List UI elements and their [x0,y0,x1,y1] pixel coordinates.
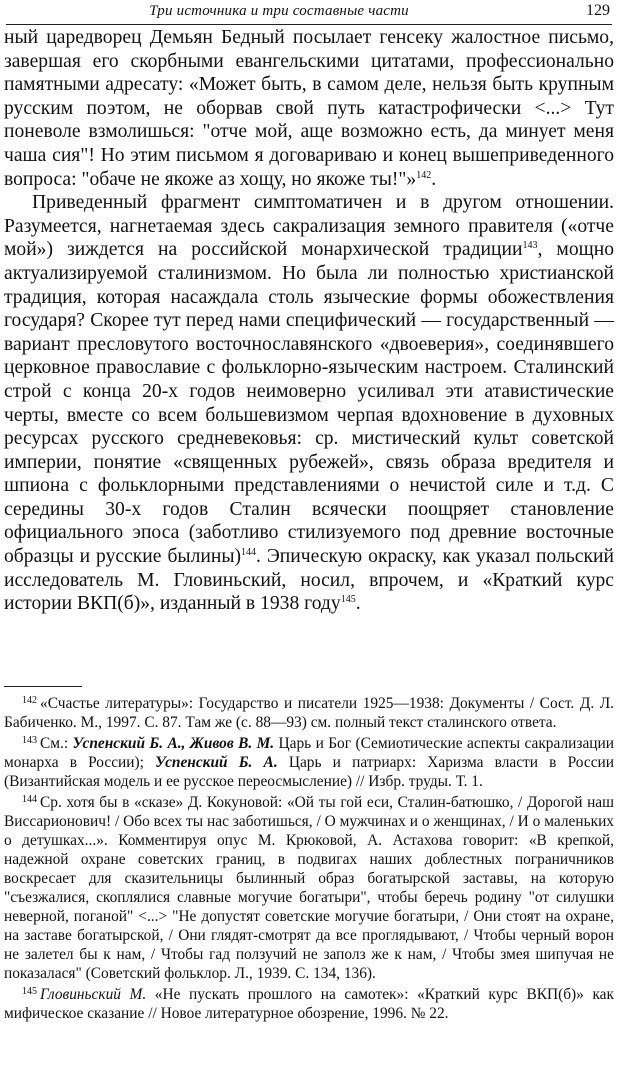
footnote-number: 144 [22,794,37,805]
footnote-number: 143 [22,735,37,746]
page-header [6,0,612,25]
footnote-number: 142 [22,695,37,706]
footnote-ref-143: 143 [522,240,538,252]
paragraph-continued [4,26,614,191]
footnotes [4,694,614,1025]
footnote-author: Успенский Б. А. [155,754,278,771]
footnote-text: «Не пускать прошлого на самотек»: «Краткий курс ВКП(б)» как мифическое сказание // Новое литературное обозрение, 1996. № 22. [4,986,614,1022]
footnote-ref-145: 145 [340,594,356,606]
footnote-143 [4,734,614,791]
paragraph-text: . [355,593,361,615]
running-head: Три источника и три составные части [149,3,409,19]
paragraph-text: Приведенный фрагмент симптоматичен и в другом отношении. Разумеется, нагнетаемая здесь сакрализация земного правителя («отче мой») зиждется на российской монархической традиции [4,192,614,261]
footnote-text: Царь и патриарх: Харизма власти в России (Византийская модель и ее русское переосмысление) // Избр. труды. Т. 1. [4,754,615,790]
footnote-142 [4,694,614,732]
footnote-text: «Счастье литературы»: Государство и писатели 1925—1938: Документы / Сост. Д. Л. Бабиченко. М., 1997. С. 87. Там же (с. 88—93) см. полный текст сталинского ответа. [4,695,614,731]
footnote-separator [4,686,82,687]
main-text [4,26,614,616]
paragraph-text: , мощно актуализируемой сталинизмом. Но была ли полностью христианской традиция, которая насаждала столь языческие формы обожествления государя? Скорее тут перед нами специфический — государственный — вариант пресловутого восточнославянского «двоеверия», соединявшего церковное православие с фольклорно-языческим настроем. Сталинский строй с конца 20-х годов неимоверно усиливал эти атавистические черты, вместе со всем большевизмом черпая вдохновение в духовных ресурсах русского средневековья: ср. мистический культ советской империи, понятие «священных рубежей», связь образа вредителя и шпиона с фольклорными представлениями о нечистой силе и т.д. С середины 30-х годов Сталин всячески поощряет становление официального эпоса (заботливо стилизуемого под древние восточные образцы и русские былины) [4,239,614,568]
paragraph-text: . Эпическую окраску, как указал польский исследователь М. Гловиньский, носил, впрочем, и «Краткий курс истории ВКП(б)», изданный в 1938 году [4,546,614,615]
footnote-ref-144: 144 [241,547,257,559]
footnote-author: Гловиньский М. [40,986,147,1003]
paragraph [4,191,614,616]
footnote-text: Царь и Бог (Семиотические аспекты сакрализации монарха в России); [4,735,615,771]
footnote-144 [4,793,614,983]
footnote-text: См.: [40,735,73,752]
paragraph-text: . [431,168,437,190]
footnote-author: Успенский Б. А., Живов В. М. [72,735,275,752]
footnote-ref-142: 142 [416,169,432,181]
paragraph-text: ный царедворец Демьян Бедный посылает генсеку жалостное письмо, завершая его скорбными евангельскими цитатами, профессионально памятными адресату: «Может быть, в самом деле, нельзя быть крупным русским поэтом, не оборвав свой путь катастрофически <...> Тут поневоле взмолишься: "отче мой, аще возможно есть, да минует меня чаша сия"! Но этим письмом я договариваю и конец вышеприведенного вопроса: "обаче не якоже аз хощу, но якоже ты!"» [4,27,614,190]
page-number: 129 [586,2,610,19]
footnote-text: Ср. хотя бы в «сказе» Д. Кокуновой: «Ой ты гой еси, Сталин-батюшко, / Дорогой наш Виссарионович! / Обо всех ты нас заботишься, / О мужчинах и о женщинах, / И о маленьких о детушках...». Комментируя опус М. Крюковой, А. Астахова говорит: «В крепкой, надежной охране советских границ, в подвигах наших доблестных пограничников воскресает для сказительницы былинный образ богатырской заставы, на которую "съезжалися, скоплялися славные могучие богатыри", чтобы беречь родину "от силушки неверной, поганой" <...> "Не допустят советские могучие богатыри, / Они стоят на охране, на заставе богатырской, / Они глядят-смотрят да все проглядывают, / Чтобы черный ворон не залетел бы к нам, / Чтобы гад ползучий не заполз же к нам, / Чтобы змея шипучая не показалася" (Советский фольклор. Л., 1939. С. 134, 136). [4,794,614,982]
footnote-number: 145 [22,986,37,997]
footnote-145 [4,985,614,1023]
